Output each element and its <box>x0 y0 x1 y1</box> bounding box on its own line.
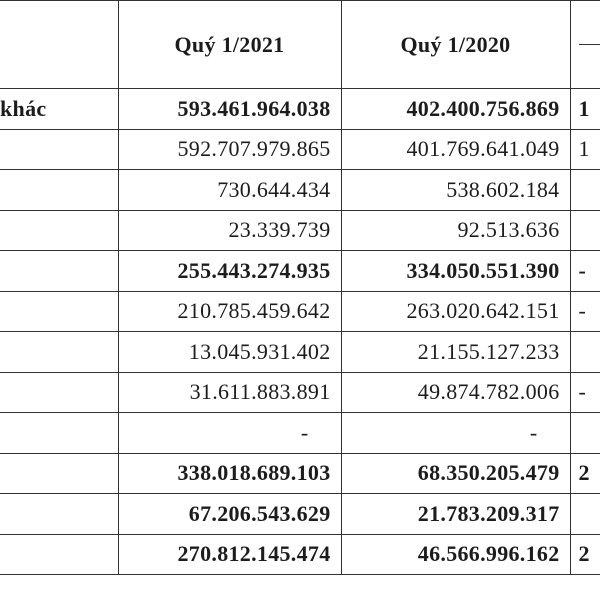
table-row <box>0 413 600 454</box>
table-row <box>0 534 600 575</box>
cell-extra: - <box>570 291 600 332</box>
header-q1-2021: Quý 1/2021 <box>118 1 341 89</box>
cell-extra <box>570 170 600 211</box>
cell-extra: 2 <box>570 453 600 494</box>
dash-value: - <box>529 419 538 445</box>
cell-q1-2020: 21.155.127.233 <box>341 332 570 373</box>
table-header-row <box>0 1 600 89</box>
cell-q1-2020: 401.769.641.049 <box>341 129 570 170</box>
table-row <box>0 129 600 170</box>
table-row <box>0 251 600 292</box>
cell-q1-2021: 31.611.883.891 <box>118 372 341 413</box>
header-extra-column <box>570 1 600 89</box>
cell-q1-2021: 210.785.459.642 <box>118 291 341 332</box>
cell-extra <box>570 413 600 454</box>
cell-q1-2021: 592.707.979.865 <box>118 129 341 170</box>
cell-q1-2021: 338.018.689.103 <box>118 453 341 494</box>
cell-q1-2020 <box>341 413 570 454</box>
cell-q1-2020: 46.566.996.162 <box>341 534 570 575</box>
row-label: khác <box>0 89 118 130</box>
row-label <box>0 453 118 494</box>
cell-q1-2020: 402.400.756.869 <box>341 89 570 130</box>
cell-q1-2020: 334.050.551.390 <box>341 251 570 292</box>
cell-q1-2020: 263.020.642.151 <box>341 291 570 332</box>
header-label-cell <box>0 1 118 89</box>
cell-q1-2021: 270.812.145.474 <box>118 534 341 575</box>
cell-extra: - <box>570 372 600 413</box>
cell-q1-2020: 68.350.205.479 <box>341 453 570 494</box>
row-label <box>0 494 118 535</box>
cell-q1-2020: 538.602.184 <box>341 170 570 211</box>
table-row <box>0 291 600 332</box>
cell-q1-2021: 255.443.274.935 <box>118 251 341 292</box>
row-label <box>0 372 118 413</box>
cell-q1-2021 <box>118 413 341 454</box>
table-row <box>0 372 600 413</box>
row-label <box>0 129 118 170</box>
cell-extra: 1 <box>570 129 600 170</box>
row-label <box>0 332 118 373</box>
cell-extra: 2 <box>570 534 600 575</box>
cell-q1-2021: 67.206.543.629 <box>118 494 341 535</box>
table-row <box>0 494 600 535</box>
header-divider-line <box>579 44 600 45</box>
table-row <box>0 170 600 211</box>
table-row <box>0 210 600 251</box>
cell-extra <box>570 494 600 535</box>
row-label <box>0 534 118 575</box>
dash-value: - <box>300 419 309 445</box>
table-row <box>0 453 600 494</box>
cell-q1-2021: 13.045.931.402 <box>118 332 341 373</box>
row-label <box>0 210 118 251</box>
row-label <box>0 170 118 211</box>
cell-q1-2020: 92.513.636 <box>341 210 570 251</box>
cell-q1-2021: 23.339.739 <box>118 210 341 251</box>
cell-q1-2021: 593.461.964.038 <box>118 89 341 130</box>
cell-q1-2020: 21.783.209.317 <box>341 494 570 535</box>
cell-extra: - <box>570 251 600 292</box>
row-label <box>0 251 118 292</box>
table-row <box>0 332 600 373</box>
row-label <box>0 291 118 332</box>
cell-extra <box>570 210 600 251</box>
row-label <box>0 413 118 454</box>
cell-q1-2021: 730.644.434 <box>118 170 341 211</box>
cell-extra: 1 <box>570 89 600 130</box>
header-q1-2020: Quý 1/2020 <box>341 1 570 89</box>
cell-extra <box>570 332 600 373</box>
table-row <box>0 89 600 130</box>
cell-q1-2020: 49.874.782.006 <box>341 372 570 413</box>
